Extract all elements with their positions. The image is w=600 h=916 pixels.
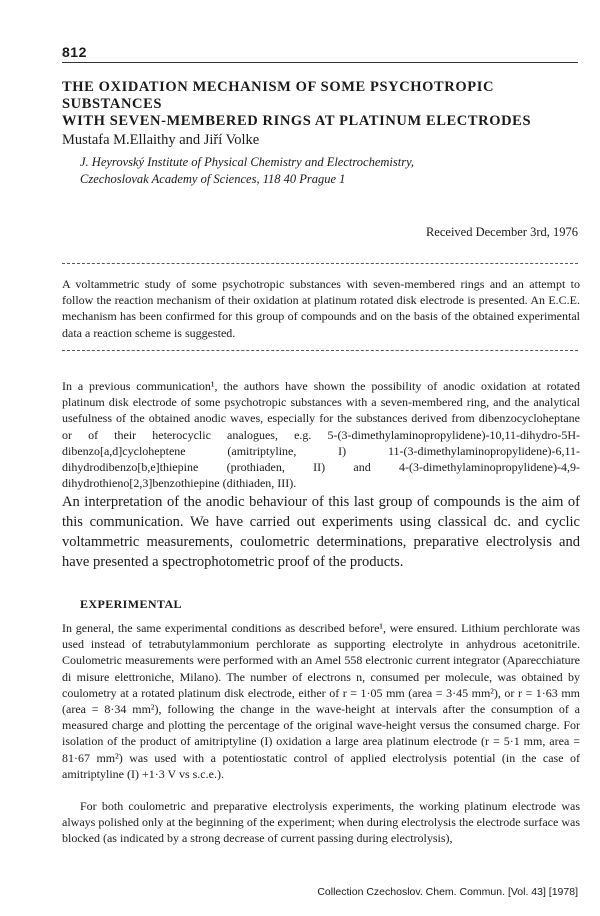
abstract-top-rule (62, 263, 578, 264)
top-rule (62, 62, 578, 63)
authors: Mustafa M.Ellaithy and Jiří Volke (62, 132, 260, 148)
abstract-bottom-rule (62, 350, 578, 351)
received-date: Received December 3rd, 1976 (425, 225, 578, 239)
affiliation-line-1: J. Heyrovský Institute of Physical Chemistry and Electrochemistry, (80, 155, 415, 169)
article-title (62, 79, 582, 130)
experimental-paragraph-2: For both coulometric and preparative electrolysis experiments, the working platinum electrode was always polished only at the beginning of the experiment; when during electrolysis the electrode surface was blocked (as indicated by a strong decrease of current passing during electrolysis), (62, 799, 580, 846)
affiliation (80, 154, 414, 188)
experimental-paragraph-1: In general, the same experimental conditions as described before¹, were ensured. Lithium perchlorate was used instead of tetrabutylammonium perchlorate as supporting electrolyte in anhydrous acetonitrile. Coulometric measurements were performed with an Amel 558 electronic current integrator (Aparecchiature di misure elettroniche, Milano). The number of electrons n, consumed per molecule, was obtained by coulometry at a rotated platinum disk electrode, either of r = 1·05 mm (area = 3·45 mm²), or r = 1·63 mm (area = 8·34 mm²), following the change in the wave-height at intervals after the consumption of a measured charge and plotting the percentage of the original wave-height versus the consumed charge. For isolation of the product of amitriptyline (I) oxidation a large area platinum electrode (r = 5·1 mm, area = 81·67 mm²) was used with a potentiostatic control of applied electrolysis potential (in the case of amitriptyline (I) +1·3 V vs s.c.e.). (62, 621, 580, 781)
abstract: A voltammetric study of some psychotropic substances with seven-membered rings and an attempt to follow the reaction mechanism of their oxidation at platinum rotated disk electrode is presented. An E.C.E. mechanism has been confirmed for this group of compounds and on the basis of the obtained experimental data a reaction scheme is suggested. (62, 277, 580, 340)
journal-footer: Collection Czechoslov. Chem. Commun. [Vol. 43] [1978] (317, 886, 578, 898)
title-line-1: THE OXIDATION MECHANISM OF SOME PSYCHOTROPIC SUBSTANCES (62, 79, 495, 112)
affiliation-line-2: Czechoslovak Academy of Sciences, 118 40 Prague 1 (80, 172, 346, 186)
title-line-2: WITH SEVEN-MEMBERED RINGS AT PLATINUM ELECTRODES (62, 113, 532, 129)
intro-paragraph: In a previous communication¹, the authors have shown the possibility of anodic oxidation at rotated platinum disk electrode of some psychotropic substances with a seven-membered ring, and the analytical usefulness of the obtained anodic waves, especially for the substances derived from dibenzocycloheptane or of their heterocyclic analogues, e.g. 5-(3-dimethylaminopropylidene)-10,11-dihydro-5H-dibenzo[a,d]cycloheptene (amitriptyline, I) 11-(3-dimethylaminopropylidene)-6,11-dihydrodibenzo[b,e]thiepine (prothiaden, II) and 4-(3-dimethylaminopropylidene)-4,9-dihydrothieno[2,3]benzothiepine (dithiaden, III). (62, 379, 580, 491)
page-number: 812 (62, 44, 87, 60)
aim-paragraph: An interpretation of the anodic behaviour of this last group of compounds is the aim of this communication. We have carried out experiments using classical dc. and cyclic voltammetric measurements, coulometric determinations, preparative electrolysis and have presented a spectrophotometric proof of the products. (62, 494, 580, 570)
section-heading-experimental: EXPERIMENTAL (80, 597, 182, 611)
